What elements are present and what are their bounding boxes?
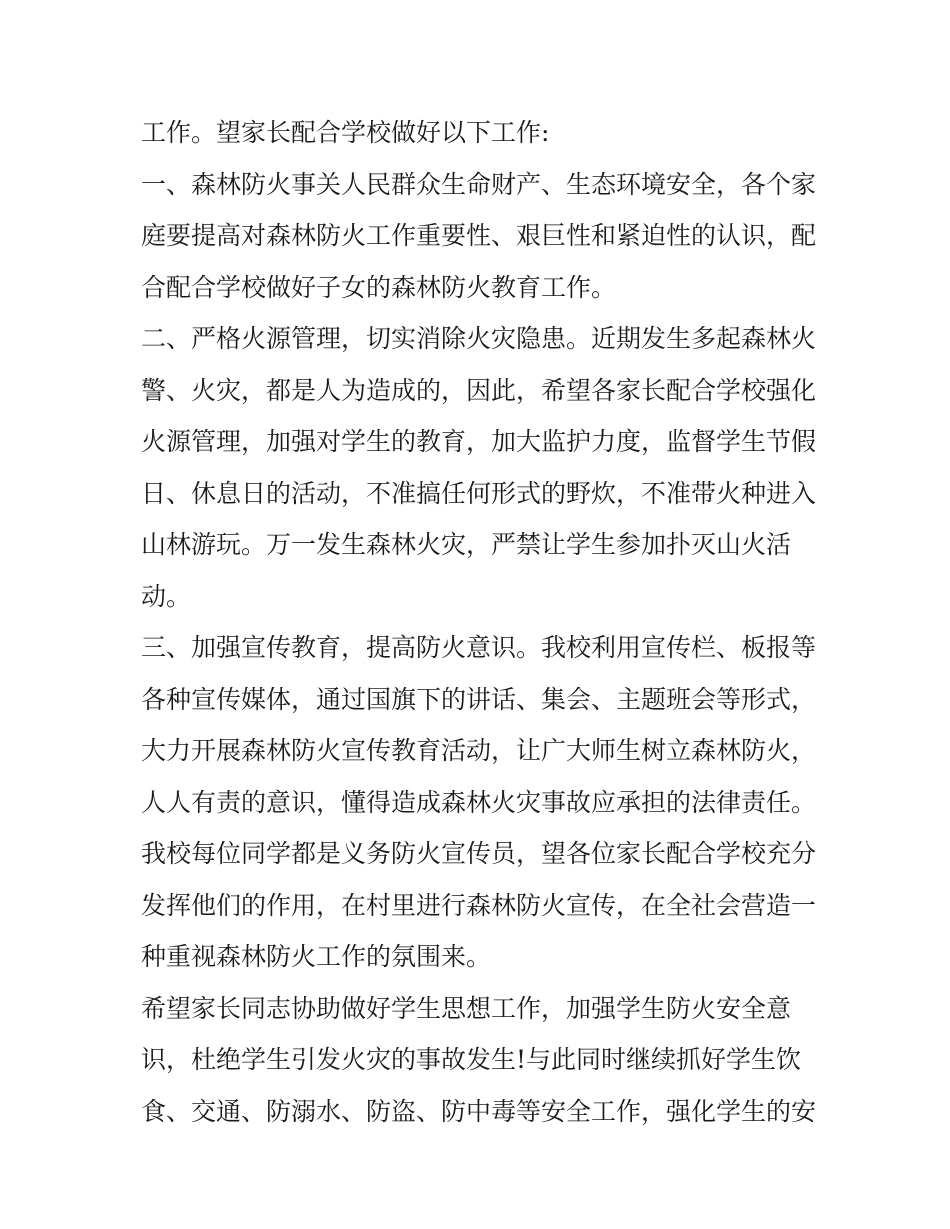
text-line: 合配合学校做好子女的森林防火教育工作。 [141,272,617,302]
text-line: 庭要提高对森林防火工作重要性、艰巨性和紧迫性的认识，配 [141,221,817,250]
text-line: 警、火灾，都是人为造成的，因此，希望各家长配合学校强化 [141,375,817,405]
text-line: 日、休息日的活动，不准搞任何形式的野炊，不准带火种进入 [141,478,817,508]
text-line: 三、加强宣传教育，提高防火意识。我校利用宣传栏、板报等 [141,633,817,662]
text-line: 各种宣传媒体，通过国旗下的讲话、集会、主题班会等形式， [141,684,817,714]
document-body [141,107,831,1137]
text-line: 发挥他们的作用，在村里进行森林防火宣传，在全社会营造一 [141,890,817,920]
text-line: 食、交通、防溺水、防盗、防中毒等安全工作，强化学生的安 [141,1096,817,1126]
text-line: 火源管理，加强对学生的教育，加大监护力度，监督学生节假 [141,427,817,456]
text-line: 大力开展森林防火宣传教育活动，让广大师生树立森林防火， [141,736,817,765]
text-line: 动。 [141,581,192,611]
text-line: 我校每位同学都是义务防火宣传员，望各位家长配合学校充分 [141,839,817,868]
text-line: 一、森林防火事关人民群众生命财产、生态环境安全，各个家 [141,169,817,199]
text-line: 工作。望家长配合学校做好以下工作: [141,118,550,147]
text-line: 希望家长同志协助做好学生思想工作，加强学生防火安全意 [141,993,792,1023]
text-line: 种重视森林防火工作的氛围来。 [141,942,492,971]
text-line: 山林游玩。万一发生森林火灾，严禁让学生参加扑灭山火活 [141,530,792,559]
text-line: 识，杜绝学生引发火灾的事故发生!与此同时继续抓好学生饮 [141,1045,802,1074]
text-line: 二、严格火源管理，切实消除火灾隐患。近期发生多起森林火 [141,324,817,353]
text-line: 人人有责的意识，懂得造成森林火灾事故应承担的法律责任。 [141,787,817,817]
